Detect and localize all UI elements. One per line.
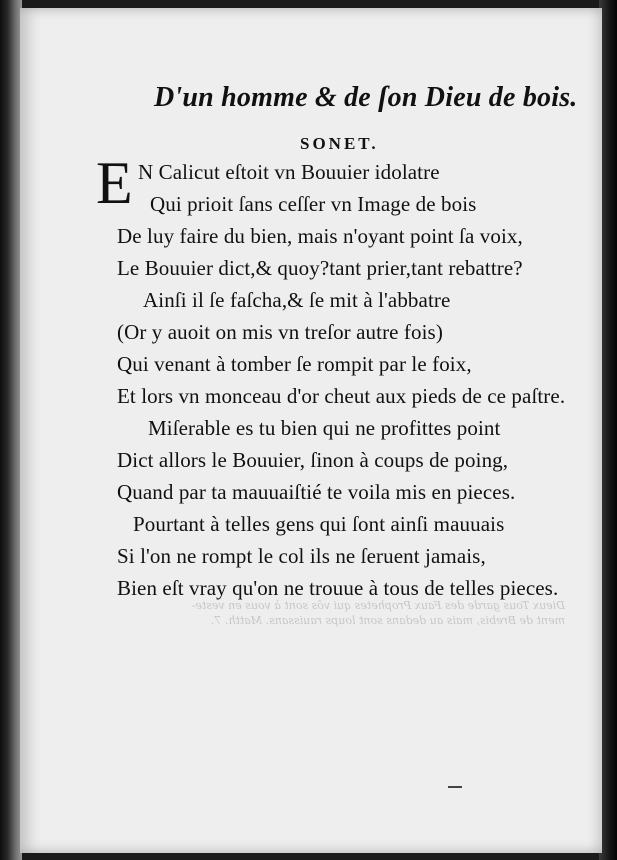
verse-line-12: Pourtant à telles gens qui ſont ainſi mauuais: [133, 512, 505, 536]
verse-line-3: De luy faire du bien, mais n'oyant point ſa voix,: [117, 224, 523, 248]
bleed-through-text: Dieux Tous garde des Faux Prophetes qui vōs sont à vous en veste- ment de Brebis, mais au dedans sont loups rauissans. Matth. 7.: [191, 599, 565, 627]
verse-line-4: Le Bouuier dict,& quoy?tant prier,tant rebattre?: [117, 256, 523, 280]
drop-cap: E: [96, 150, 133, 216]
verse-line-2: Qui prioit ſans ceſſer vn Image de bois: [150, 192, 477, 216]
verse-line-11: Quand par ta mauuaiſtié te voila mis en pieces.: [117, 480, 516, 504]
verse-line-13: Si l'on ne rompt le col ils ne ſeruent jamais,: [117, 544, 486, 568]
verse-line-8: Et lors vn monceau d'or cheut aux pieds de ce paſtre.: [117, 384, 566, 408]
printer-mark: [448, 786, 462, 788]
verse-line-7: Qui venant à tomber ſe rompit par le foix,: [117, 352, 472, 376]
verse-line-9: Miſerable es tu bien qui ne profittes point: [148, 416, 501, 440]
verse-line-6: (Or y auoit on mis vn treſor autre fois): [117, 320, 443, 344]
verse-line-1: N Calicut eſtoit vn Bouuier idolatre: [138, 160, 440, 184]
verse-line-14: Bien eſt vray qu'on ne trouue à tous de telles pieces.: [117, 576, 559, 600]
poem-heading: SONET.: [300, 134, 379, 153]
page-title: D'un homme & de ſon Dieu de bois.: [154, 82, 578, 113]
verse-line-10: Dict allors le Bouuier, ſinon à coups de poing,: [117, 448, 509, 472]
verse-line-5: Ainſi il ſe faſcha,& ſe mit à l'abbatre: [143, 288, 451, 312]
book-spine: [0, 0, 22, 860]
